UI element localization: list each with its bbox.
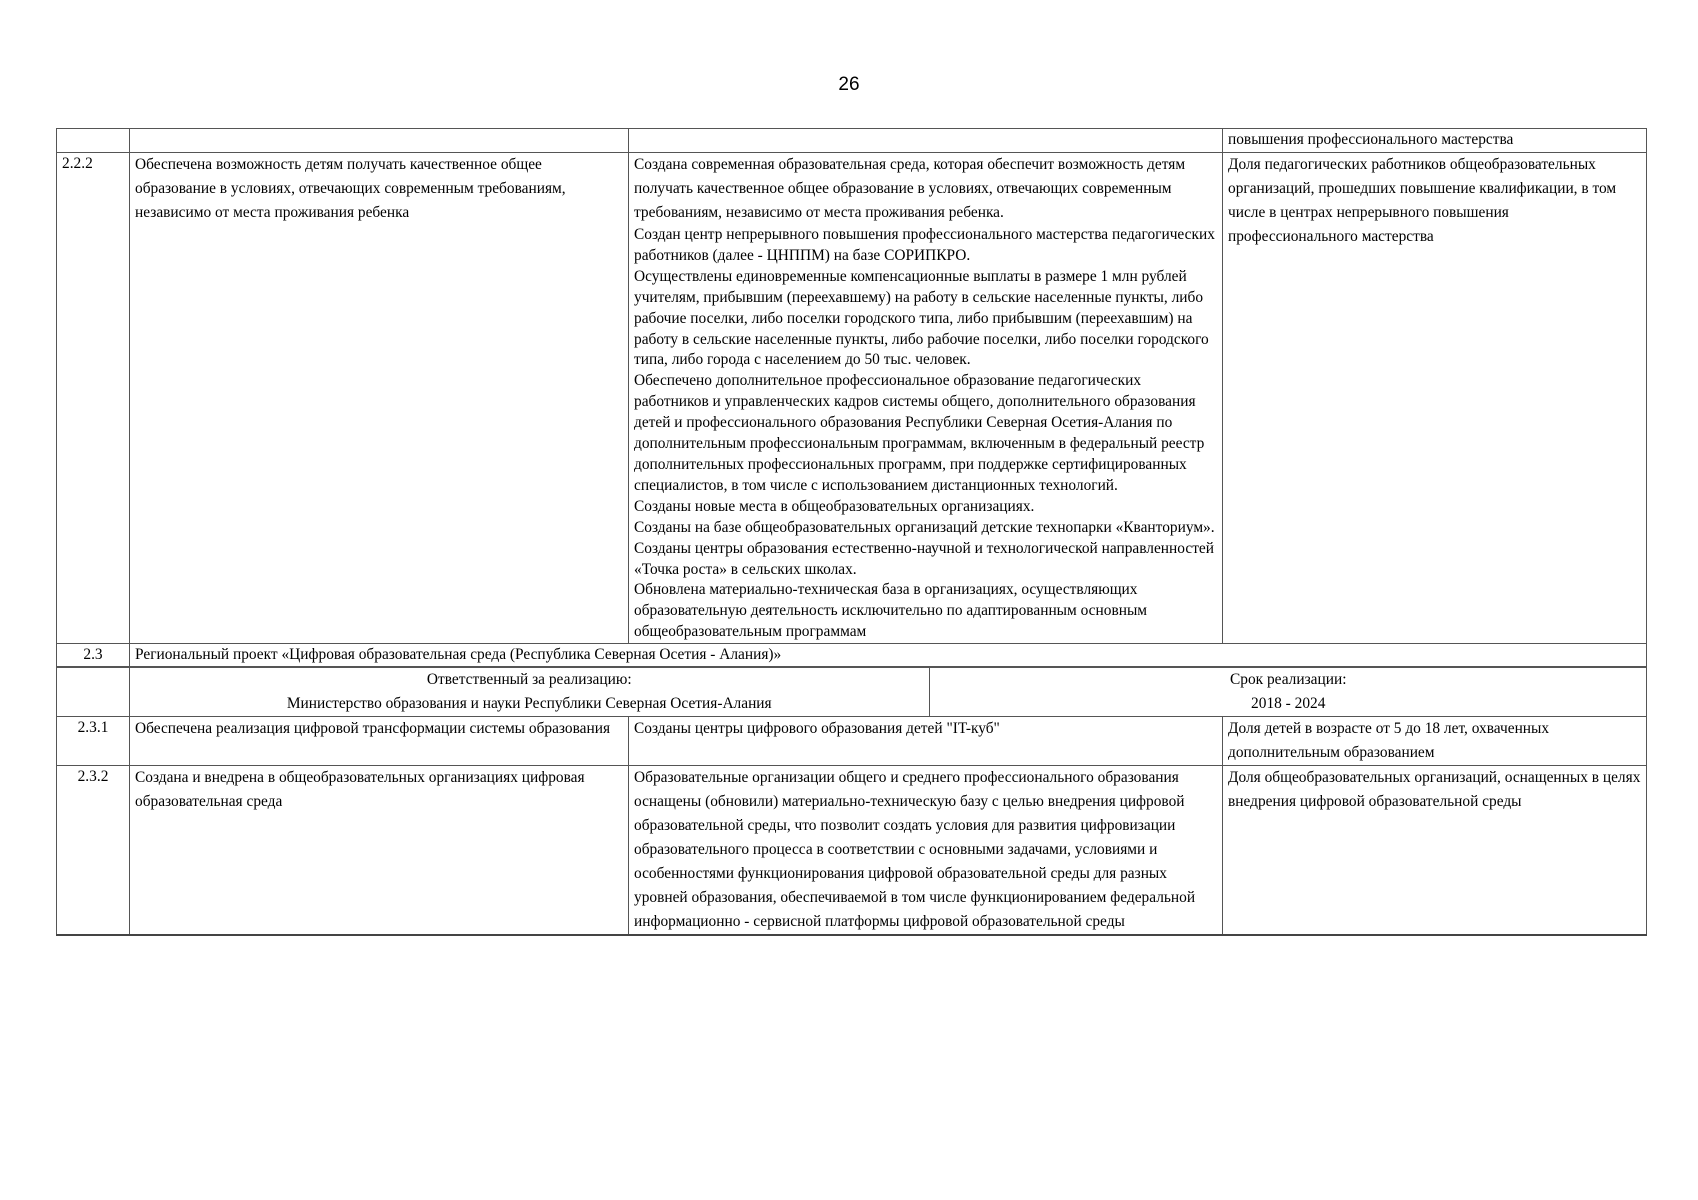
term-value: 2018 - 2024	[1251, 695, 1326, 713]
cell-indicator: Доля педагогических работников общеобразовательных организаций, прошедших повышение квалификации, в том числе в центрах непрерывного повышения профессионального мастерства	[1223, 153, 1647, 644]
cell-result	[629, 129, 1223, 153]
cell-result: Созданы центры цифрового образования детей "IT-куб"	[629, 717, 1223, 766]
table-row	[57, 766, 1647, 936]
cell-num: 2.3.1	[57, 717, 130, 766]
table-row	[57, 717, 1647, 766]
cell-result: Образовательные организации общего и среднего профессионального образования оснащены (обновили) материально-техническую базу с целью внедрения цифровой образовательной среды, что позволит создать условия для развития цифровизации образовательного процесса в соответствии с основными задачами, условиями и особенностями функционирования цифровой образовательной среды для разных уровней образования, обеспечиваемой в том числе функционированием федеральной информационно - сервисной платформы цифровой образовательной среды	[629, 766, 1223, 936]
cell-task: Создана и внедрена в общеобразовательных организациях цифровая образовательная среда	[130, 766, 629, 936]
result-paragraph: Создан центр непрерывного повышения профессионального мастерства педагогических работников (далее - ЦНППМ) на базе СОРИПКРО.	[634, 226, 1215, 264]
result-paragraph: Обеспечено дополнительное профессиональное образование педагогических работников и управленческих кадров системы общего, дополнительного образования детей и профессионального образования Республики Северная Осетия-Алания по дополнительным профессиональным программам, включенным в федеральный реестр дополнительных профессиональных программ, при поддержке сертифицированных специалистов, в том числе с использованием дистанционных технологий.	[634, 372, 1205, 494]
responsible-block	[130, 668, 929, 716]
measures-table	[56, 128, 1647, 936]
result-paragraph: Осуществлены единовременные компенсационные выплаты в размере 1 млн рублей учителям, прибывшим (переехавшему) на работу в сельские населенные пункты, либо рабочие поселки, либо поселки городского типа, либо прибывшим (переехавшим) на работу в сельские населенные пункты, либо рабочие поселки, либо поселки городского типа, либо города с населением до 50 тыс. человек.	[634, 267, 1209, 369]
result-paragraph: Обновлена материально-техническая база в организациях, осуществляющих образовательную деятельность исключительно по адаптированным основным общеобразовательным программам	[634, 581, 1148, 641]
cell-task: Обеспечена реализация цифровой трансформации системы образования	[130, 717, 629, 766]
responsible-value: Министерство образования и науки Республики Северная Осетия-Алания	[286, 695, 772, 713]
table-row	[57, 129, 1647, 153]
responsible-cell	[130, 667, 1647, 717]
cell-num	[57, 667, 130, 717]
table-row	[57, 153, 1647, 644]
page-number: 26	[838, 74, 860, 95]
table-row	[57, 644, 1647, 668]
responsible-label: Ответственный за реализацию:	[426, 671, 632, 689]
term-block	[929, 668, 1647, 716]
cell-num: 2.2.2	[57, 153, 130, 644]
cell-num: 2.3	[57, 644, 130, 668]
cell-num: 2.3.2	[57, 766, 130, 936]
cell-task	[130, 129, 629, 153]
cell-indicator: Доля общеобразовательных организаций, оснащенных в целях внедрения цифровой образовательной среды	[1223, 766, 1647, 936]
result-paragraph: Созданы центры образования естественно-научной и технологической направленностей «Точка роста» в сельских школах.	[634, 539, 1214, 578]
cell-indicator: повышения профессионального мастерства	[1223, 129, 1647, 153]
table-row	[57, 667, 1647, 717]
cell-indicator: Доля детей в возрасте от 5 до 18 лет, охваченных дополнительным образованием	[1223, 717, 1647, 766]
term-label: Срок реализации:	[1230, 671, 1347, 689]
cell-result	[629, 153, 1223, 644]
result-paragraph: Созданы новые места в общеобразовательных организациях.	[634, 497, 1035, 515]
section-title: Региональный проект «Цифровая образовательная среда (Республика Северная Осетия - Алания)»	[130, 644, 1647, 668]
result-paragraph: Создана современная образовательная среда, которая обеспечит возможность детям получать качественное общее образование в условиях, отвечающих современным требованиям, независимо от места проживания ребенка.	[634, 156, 1186, 221]
cell-num	[57, 129, 130, 153]
cell-task: Обеспечена возможность детям получать качественное общее образование в условиях, отвечающих современным требованиям, независимо от места проживания ребенка	[130, 153, 629, 644]
result-paragraph: Созданы на базе общеобразовательных организаций детские технопарки «Кванториум».	[634, 518, 1215, 536]
